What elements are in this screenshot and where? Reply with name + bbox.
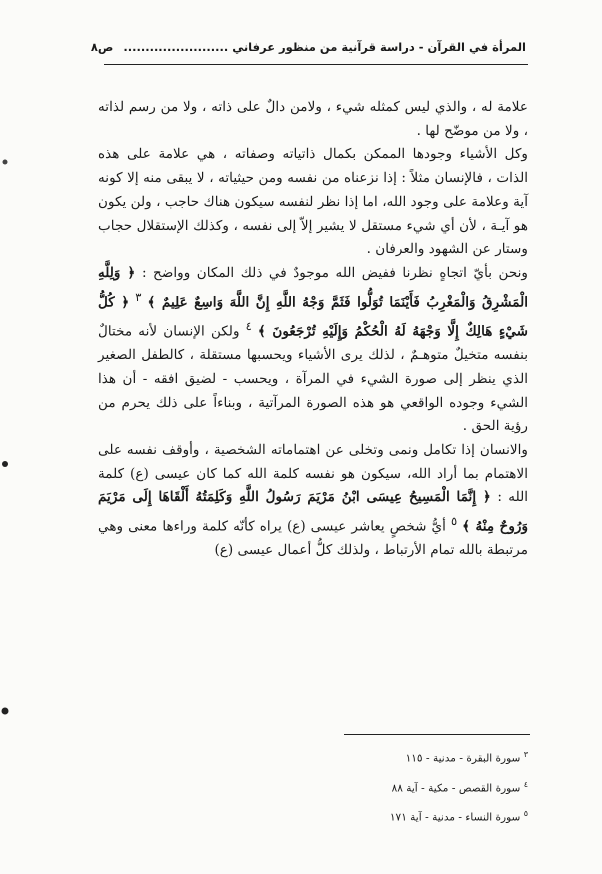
paragraph: علامة له ، والذي ليس كمثله شيء ، ولامن دالٌ على ذاته ، ولا من رسم لذاته ، ولا من موضّح لها .	[98, 99, 528, 139]
footnote-number: ٥	[523, 809, 528, 818]
quran-verse: ﴿ إِنَّمَا الْمَسِيحُ عِيسَى ابْنُ مَرْيَمَ رَسُولُ اللَّهِ وَكَلِمَتُهُ أَلْقَاهَا إِلَى مَرْيَمَ وَرُوحٌ مِنْهُ ﴾	[98, 489, 529, 535]
quran-verse: ﴿ وَلِلَّهِ الْمَشْرِقُ وَالْمَغْرِبُ فَأَيْنَمَا تُوَلُّوا فَثَمَّ وَجْهُ اللَّهِ إِنَّ اللَّهَ وَاسِعٌ عَلِيمٌ ﴾	[98, 264, 528, 311]
footnote	[300, 801, 528, 831]
paragraph-text: والانسان إذا تكامل ونمى وتخلى عن اهتماماته الشخصية ، وأوقف نفسه على الاهتمام بما أراد الله، سيكون هو نفسه كلمة الله كما كان عيسى (ع) كلمة الله :	[98, 441, 529, 506]
paragraph-text: ولكن الإنسان لأنه مختالٌ بنفسه متخيلٌ متوهـمٌ ، لذلك يرى الأشياء ويحسبها مستقلة ، كالطفل الصغير الذي ينظر إلى صورة الشيء في المرآة ، ويحسب - لضيق افقه - أن هذا الشيء وجوده الواقعي هو هذه الصورة المرآتية ، وبناءاً على ذلك يحرم من رؤية الحق .	[98, 323, 528, 435]
scan-speck	[0, 156, 10, 168]
running-header	[90, 40, 526, 60]
footnote-text: سورة النساء - مدنية - آية ١٧١	[389, 811, 521, 824]
footnote-ref: ٣	[135, 289, 142, 304]
footnote-ref: ٤	[245, 318, 252, 333]
paragraph-text: أيُّ شخصٍ يعاشر عيسى (ع) يراه كأنّه كلمة وراءها معنى وهي مرتبطة بالله تمام الأرتباط ، ولذلك كلُّ أعمال عيسى (ع)	[98, 518, 528, 559]
paragraph	[98, 262, 528, 439]
footnote-text: سورة البقرة - مدنية - ١١٥	[405, 752, 521, 765]
footnote	[300, 772, 528, 802]
scan-speck	[0, 458, 12, 470]
quran-verse: ﴿ كُلُّ شَيْءٍ هَالِكٌ إِلَّا وَجْهَهُ لَهُ الْحُكْمُ وَإِلَيْهِ تُرْجَعُونَ ﴾	[98, 294, 529, 340]
header-rule	[104, 64, 528, 65]
body-text	[98, 96, 528, 563]
header-dots: ........................	[123, 40, 229, 54]
page-number: ص٨	[90, 40, 114, 54]
footnote	[300, 742, 528, 772]
footnote-rule	[344, 734, 530, 735]
footnote-ref: ٥	[450, 514, 458, 529]
footnote-number: ٣	[523, 750, 528, 759]
footnote-text: سورة القصص - مكية - آية ٨٨	[391, 782, 521, 794]
paragraph	[98, 439, 528, 563]
header-title: المرأة في القرآن - دراسة قرآنية من منظور عرفاني	[232, 40, 526, 54]
paragraph-text: ونحن بأيّ اتجاهٍ نظرنا ففيض الله موجودٌ في ذلك المكان وواضح :	[141, 264, 528, 281]
paragraph: وكل الأشياء وجودها الممكن بكمال ذاتياته وصفاته ، هي علامة على هذه الذات ، فالإنسان مثلاً : إذا نزعناه من نفسه ومن حيثياته ، لا يبقى منه إلا كونه آية وعلامة على وجود الله، اما إذا نظر لنفسه سيكون هناك حاجب ، ولن يكون هو آيـة ، لأن أي شيء مستقل لا يشير إلاّ إلى نفسه ، وكذلك الإستقلال حجاب وستار عن الشهود والعرفان .	[98, 146, 528, 258]
scan-speck	[0, 704, 12, 718]
footnote-number: ٤	[523, 779, 528, 789]
footnotes	[300, 742, 528, 831]
